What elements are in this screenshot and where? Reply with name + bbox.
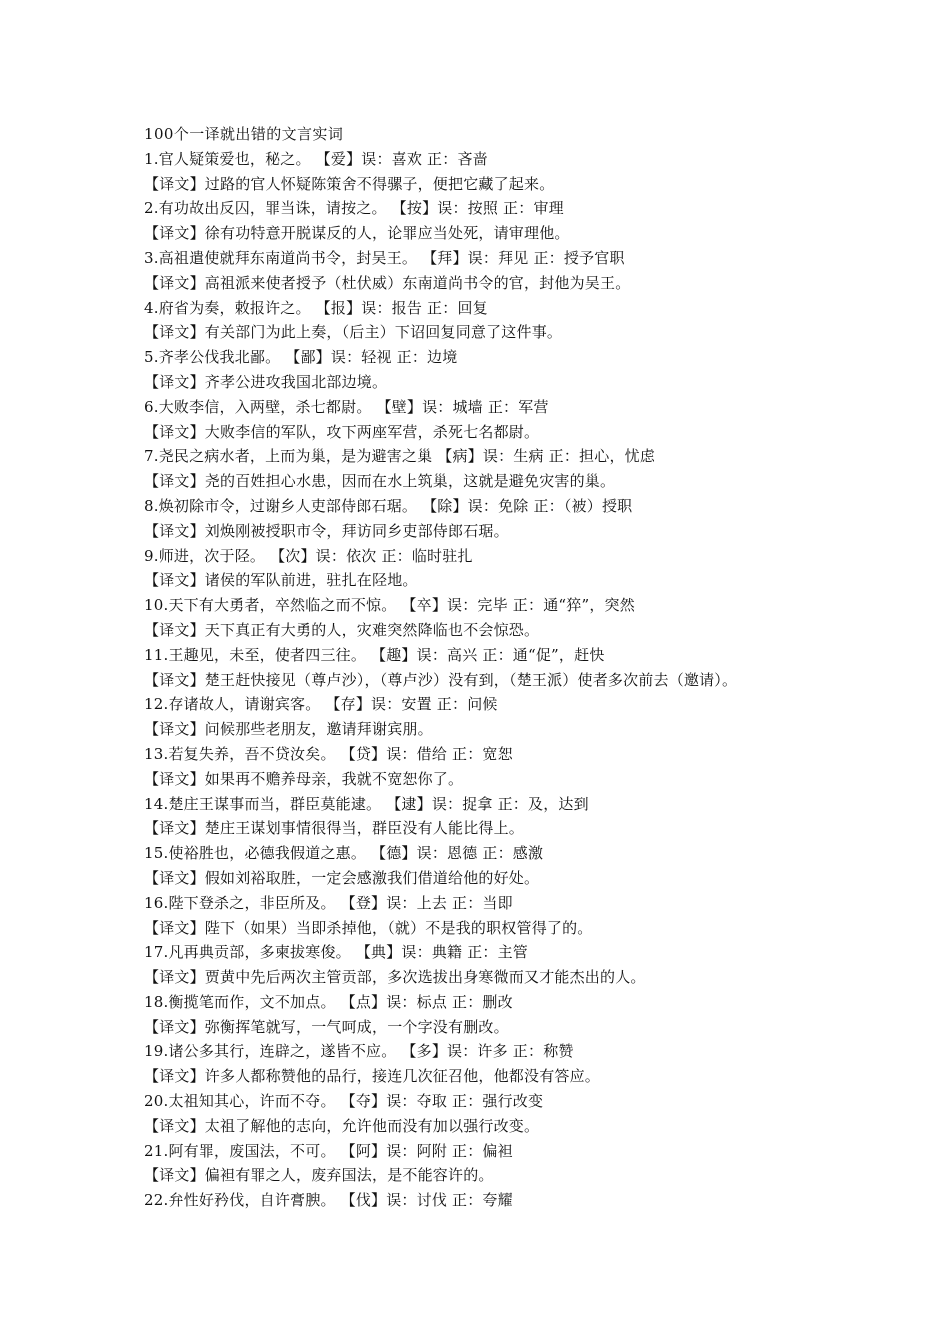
entry-line: 13.若复失养，吾不贷汝矣。 【贷】误：借给 正：宽恕 xyxy=(144,744,513,763)
translation-line: 【译文】高祖派来使者授予（杜伏威）东南道尚书令的官，封他为吴王。 xyxy=(144,273,631,292)
entry-line: 8.焕初除市令，过谢乡人吏部侍郎石琚。 【除】误：免除 正：（被）授职 xyxy=(144,496,633,515)
entry-line: 15.使裕胜也，必德我假道之惠。 【德】误：恩德 正：感激 xyxy=(144,844,544,863)
entry-line: 11.王趣见，未至，使者四三往。 【趣】误：高兴 正：通“促”，赶快 xyxy=(144,645,605,664)
translation-line: 【译文】太祖了解他的志向，允许他而没有加以强行改变。 xyxy=(144,1116,540,1135)
translation-line: 【译文】贾黄中先后两次主管贡部，多次选拔出身寒微而又才能杰出的人。 xyxy=(144,968,646,987)
entry-line: 12.存诸故人，请谢宾客。 【存】误：安置 正：问候 xyxy=(144,695,498,714)
entry-line: 3.高祖遣使就拜东南道尚书令，封吴王。 【拜】误：拜见 正：授予官职 xyxy=(144,248,625,267)
entry-line: 19.诸公多其行，连辟之，遂皆不应。 【多】误：许多 正：称赞 xyxy=(144,1042,574,1061)
entry-line: 16.陛下登杀之，非臣所及。 【登】误：上去 正：当即 xyxy=(144,893,513,912)
translation-line xyxy=(144,1213,824,1238)
translation-line: 【译文】徐有功特意开脱谋反的人，论罪应当处死，请审理他。 xyxy=(144,224,570,243)
entry-line: 21.阿有罪，废国法，不可。 【阿】误：阿附 正：偏袒 xyxy=(144,1141,513,1160)
document-title: 100个一译就出错的文言实词 xyxy=(144,125,344,143)
translation-line: 【译文】偏袒有罪之人，废弃国法，是不能容许的。 xyxy=(144,1166,494,1185)
translation-line: 【译文】许多人都称赞他的品行，接连几次征召他，他都没有答应。 xyxy=(144,1067,601,1086)
entry-line: 5.齐孝公伐我北鄙。 【鄙】误：轻视 正：边境 xyxy=(144,348,458,367)
entry-line: 10.天下有大勇者，卒然临之而不惊。 【卒】误：完毕 正：通“猝”，突然 xyxy=(144,596,635,615)
translation-line: 【译文】刘焕刚被授职市令，拜访同乡吏部侍郎石琚。 xyxy=(144,521,509,540)
translation-line: 【译文】弥衡挥笔就写，一气呵成，一个字没有删改。 xyxy=(144,1017,509,1036)
translation-line: 【译文】天下真正有大勇的人，灾难突然降临也不会惊恐。 xyxy=(144,620,540,639)
entry-line: 20.太祖知其心，许而不夺。 【夺】误：夺取 正：强行改变 xyxy=(144,1092,544,1111)
entry-line: 4.府省为奏，敕报许之。 【报】误：报告 正：回复 xyxy=(144,298,488,317)
entry-line: 18.衡揽笔而作，文不加点。 【点】误：标点 正：删改 xyxy=(144,992,513,1011)
translation-line: 【译文】楚庄王谋划事情很得当，群臣没有人能比得上。 xyxy=(144,819,525,838)
translation-line: 【译文】诸侯的军队前进，驻扎在陉地。 xyxy=(144,571,418,590)
entry-line: 9.师进，次于陉。 【次】误：依次 正：临时驻扎 xyxy=(144,546,473,565)
entry-line: 6.大败李信，入两壁，杀七都尉。 【壁】误：城墙 正：军营 xyxy=(144,397,549,416)
document-body xyxy=(144,122,824,1238)
translation-line: 【译文】尧的百姓担心水患，因而在水上筑巢，这就是避免灾害的巢。 xyxy=(144,472,616,491)
translation-line: 【译文】如果再不赡养母亲，我就不宽恕你了。 xyxy=(144,769,464,788)
entry-line: 1.官人疑策爱也，秘之。 【爱】误：喜欢 正：吝啬 xyxy=(144,149,488,168)
translation-line: 【译文】问候那些老朋友，邀请拜谢宾朋。 xyxy=(144,720,433,739)
entry-line: 17.凡再典贡部，多柬拔寒俊。 【典】误：典籍 正：主管 xyxy=(144,943,528,962)
translation-line: 【译文】过路的官人怀疑陈策舍不得骡子，便把它藏了起来。 xyxy=(144,174,555,193)
entry-line: 22.弁性好矜伐，自许膏腴。 【伐】误：讨伐 正：夸耀 xyxy=(144,1191,513,1210)
translation-line: 【译文】楚王赶快接见（尊卢沙），（尊卢沙）没有到，（楚王派）使者多次前去（邀请）。 xyxy=(144,670,738,689)
entry-line: 7.尧民之病水者，上而为巢，是为避害之巢 【病】误：生病 正：担心，忧虑 xyxy=(144,447,656,466)
translation-line: 【译文】有关部门为此上奏，（后主）下诏回复同意了这件事。 xyxy=(144,323,563,342)
translation-line: 【译文】大败李信的军队，攻下两座军营，杀死七名都尉。 xyxy=(144,422,540,441)
entry-line: 2.有功故出反囚，罪当诛，请按之。 【按】误：按照 正：审理 xyxy=(144,199,564,218)
translation-line: 【译文】假如刘裕取胜，一定会感激我们借道给他的好处。 xyxy=(144,868,540,887)
entry-line: 14.楚庄王谋事而当，群臣莫能逮。 【逮】误：捉拿 正：及，达到 xyxy=(144,794,589,813)
translation-line: 【译文】齐孝公进攻我国北部边境。 xyxy=(144,372,388,391)
translation-line: 【译文】陛下（如果）当即杀掉他，（就）不是我的职权管得了的。 xyxy=(144,918,593,937)
